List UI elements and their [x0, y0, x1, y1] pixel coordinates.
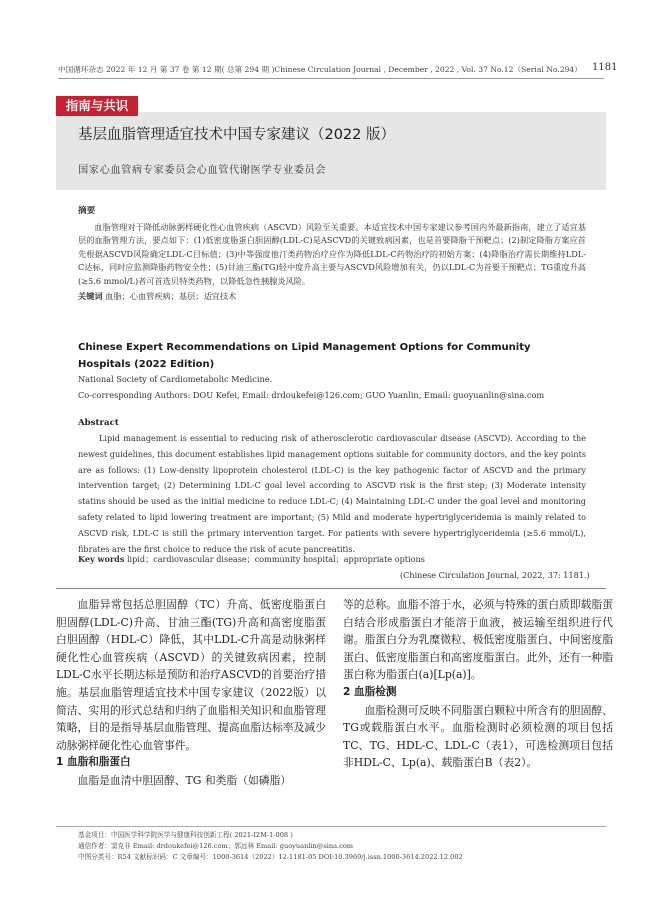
- en-keywords: [78, 554, 425, 565]
- body-paragraph: 等的总称。血脂不溶于水，必须与特殊的蛋白质即载脂蛋白结合形成脂蛋白才能溶于血液，被运输至组织进行代谢。脂蛋白分为乳糜微粒、极低密度脂蛋白、中间密度脂蛋白、低密度脂蛋白和高密度脂蛋白。此外，还有一种脂蛋白称为脂蛋白(a)[Lp(a)]。: [343, 598, 613, 682]
- footnote-classification: 中图分类号：R54 文献标识码：C 文章编号：1000-3614（2022）12-1181-05 DOI:10.3969/j.issn.1000-3614.2022.12.002: [78, 853, 463, 861]
- article-title: 基层血脂管理适宜技术中国专家建议（2022 版）: [78, 127, 396, 143]
- body-paragraph: 血脂检测可反映不同脂蛋白颗粒中所含有的胆固醇、TG或载脂蛋白水平。血脂检测时必须检测的项目包括TC、TG、HDL-C、LDL-C（表1），可选检测项目包括非HDL-C、Lp(a)、载脂蛋白B（表2）。: [343, 703, 613, 770]
- en-title: Chinese Expert Recommendations on Lipid Management Options for Community Hospitals (2022 Edition): [78, 342, 531, 370]
- cn-keywords-text: 血脂；心血管疾病；基层；适宜技术: [105, 290, 237, 301]
- footnote-funding: 基金项目：中国医学科学院医学与健康科技创新工程( 2021-I2M-1-008 ): [78, 831, 293, 839]
- header-rule: [58, 78, 604, 79]
- citation: (Chinese Circulation Journal, 2022, 37: 1181.): [400, 570, 590, 580]
- body-paragraph: 血脂异常包括总胆固醇（TC）升高、低密度脂蛋白胆固醇(LDL-C)升高、甘油三酯(TG)升高和高密度脂蛋白胆固醇（HDL-C）降低，其中LDL-C升高是动脉粥样硬化性心血管疾病（ASCVD）的关键致病因素，控制LDL-C水平长期达标是预防和治疗ASCVD的首要治疗措施。基层血脂管理适宜技术中国专家建议（2022版）以简洁、实用的形式总结和归纳了血脂相关知识和血脂管理策略，目的是指导基层血脂管理、提高血脂达标率及减少动脉粥样硬化性心血管事件。: [56, 598, 326, 752]
- section-divider: [56, 588, 606, 589]
- section-heading: 1 血脂和脂蛋白: [56, 756, 131, 769]
- cn-abstract: [78, 205, 586, 303]
- article-authors: 国家心血管病专家委员会心血管代谢医学专业委员会: [78, 165, 327, 176]
- en-organization: National Society of Cardiometabolic Medicine.: [78, 374, 273, 384]
- body-column-right: [343, 596, 613, 772]
- running-head: 中国循环杂志 2022 年 12 月 第 37 卷 第 12 期( 总第 294 期 )Chinese Circulation Journal , December , 2022 , Vol. 37 No.12（Serial No.294）: [58, 65, 582, 74]
- footnote-correspondence: 通信作者：窦克非 Email: drdoukefei@126.com；郭远林 Email: guoyuanlin@sina.com: [78, 842, 354, 850]
- section-tag: 指南与共识: [56, 96, 138, 116]
- page-number: 1181: [592, 62, 618, 73]
- cn-abstract-body: 血脂管理对于降低动脉粥样硬化性心血管疾病（ASCVD）风险至关重要。本适宜技术中国专家建议参考国内外最新指南，建立了适宜基层的血脂管理方法，要点如下：(1)低密度脂蛋白胆固醇(LDL-C)是ASCVD的关键致病因素，也是首要降脂干预靶点；(2)制定降脂方案应首先根据ASCVD风险确定LDL-C目标值；(3)中等强度他汀类药物治疗应作为降低LDL-C药物治疗的初始方案；(4)降脂治疗需长期维持LDL-C达标，同时应监测降脂药物安全性；(5)甘油三酯(TG)轻中度升高主要与ASCVD风险增加有关，仍以LDL-C为首要干预靶点；TG重度升高(≥5.6 mmol/L)者可首选贝特类药物，以降低急性胰腺炎风险。: [78, 221, 586, 286]
- footnote: [78, 830, 598, 863]
- en-abstract-heading: Abstract: [78, 418, 119, 428]
- footnote-rule: [56, 826, 606, 827]
- en-keywords-label: Key words: [78, 554, 125, 564]
- cn-abstract-heading: 摘要: [78, 206, 96, 216]
- section-heading: 2 血脂检测: [343, 685, 397, 698]
- en-corresponding-authors: Co-corresponding Authors: DOU Kefei, Email: drdoukefei@126.com; GUO Yuanlin, Email: guoyuanlin@sina.com: [78, 390, 545, 400]
- en-keywords-text: lipid；cardiovascular disease；community hospital；appropriate options: [126, 554, 425, 564]
- cn-keywords: [78, 290, 586, 304]
- body-column-left: [56, 596, 326, 790]
- cn-keywords-label: 关键词: [78, 290, 103, 301]
- en-abstract-body: Lipid management is essential to reducing risk of atherosclerotic cardiovascular disease (ASCVD). According to the newest guidelines, this document establishes lipid management options suitable for community doctors, and the key points are as follows: (1) Low-density lipoprotein cholesterol (LDL-C) is the key pathogenic factor of ASCVD and the primary intervention target; (2) Determining LDL-C goal level according to ASCVD risk is the first step; (3) Moderate intensity statins should be used as the initial medicine to reduce LDL-C; (4) Maintaining LDL-C under the goal level and monitoring safety related to lipid lowering treatment are important; (5) Mild and moderate hypertriglyceridemia is mainly related to ASCVD risk, LDL-C is still the primary intervention target. For patients with severe hypertriglyceridemia (≥5.6 mmol/L), fibrates are the first choice to reduce the risk of acute pancreatitis.: [78, 433, 586, 554]
- body-paragraph: 血脂是血清中胆固醇、TG 和类脂（如磷脂）: [77, 773, 292, 787]
